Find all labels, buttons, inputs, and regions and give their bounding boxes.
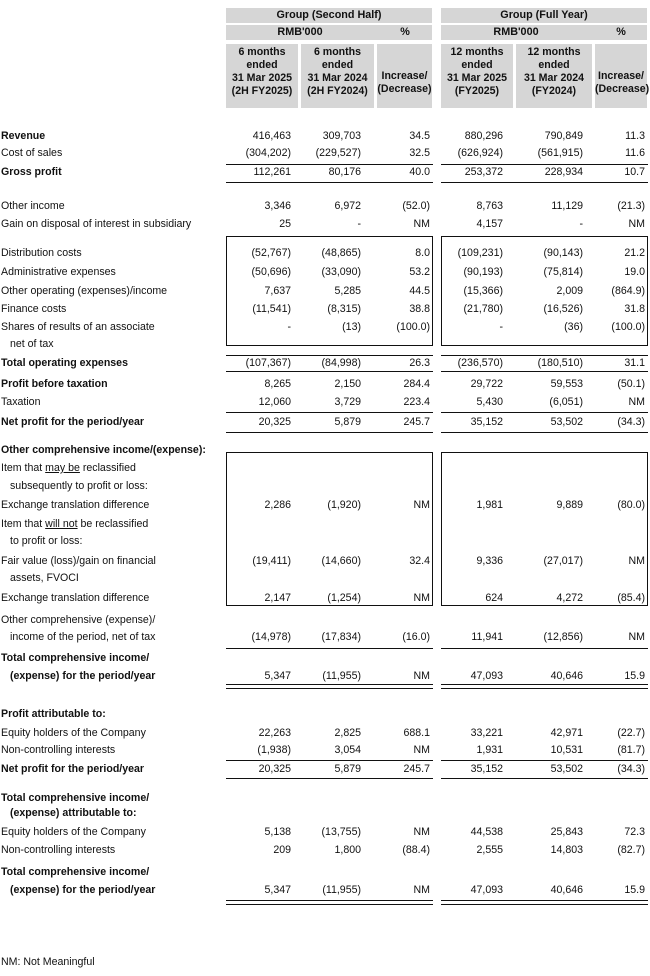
underlined-emphasis: may be [45,462,80,474]
row-value-col-6: 11.3 [625,130,645,142]
row-value-col-3: 34.5 [409,130,430,142]
row-label: Gain on disposal of interest in subsidiary [1,218,192,230]
row-label: Finance costs [1,303,67,315]
row-value-col-2: (84,998) [321,357,361,369]
single-rule [226,648,433,649]
row-value-col-5: (75,814) [543,266,583,278]
rmb-header-h2: RMB'000 [277,26,323,38]
row-value-col-6: (85.4) [617,592,645,604]
row-value-col-1: (50,696) [251,266,291,278]
row-value-col-5: - [579,218,583,230]
column-header-5-line-4: (FY2024) [531,85,577,97]
row-value-col-3: NM [413,884,430,896]
row-value-col-6: (80.0) [617,499,645,511]
row-value-col-4: 1,931 [476,744,503,756]
row-value-col-4: 880,296 [464,130,503,142]
row-value-col-3: NM [413,218,430,230]
row-label: Other comprehensive income/(expense): [1,444,206,456]
row-value-col-2: (14,660) [321,555,361,567]
row-value-col-6: NM [628,555,645,567]
row-value-col-6: (100.0) [611,321,645,333]
row-value-col-5: 40,646 [550,670,583,682]
row-value-col-3: NM [413,670,430,682]
column-header-2-line-4: (2H FY2024) [307,85,368,97]
row-value-col-6: (864.9) [611,285,645,297]
row-value-col-1: 5,138 [264,826,291,838]
row-value-col-5: (90,143) [543,247,583,259]
row-value-col-5: 53,502 [550,763,583,775]
row-value-col-4: 5,430 [476,396,503,408]
row-value-col-1: (14,978) [251,631,291,643]
row-value-col-5: 10,531 [550,744,583,756]
column-header-6-line-1: Increase/ [598,70,644,82]
single-rule [226,760,433,761]
row-value-col-2: 5,879 [334,763,361,775]
column-header-2-line-1: 6 months [313,46,362,58]
column-header-3-line-2: (Decrease) [377,83,432,95]
row-value-col-6: 15.9 [624,884,645,896]
row-value-col-5: 53,502 [550,416,583,428]
row-label: Cost of sales [1,147,63,159]
row-value-col-6: 31.1 [624,357,645,369]
row-value-col-5: 11,129 [551,200,583,212]
row-value-col-5: 4,272 [556,592,583,604]
row-value-col-5: 228,934 [544,166,583,178]
row-value-col-1: 20,325 [258,763,291,775]
row-value-col-4: 1,981 [476,499,503,511]
row-label: Total comprehensive income/ [1,652,150,664]
row-value-col-5: (6,051) [549,396,583,408]
column-header-1-line-2: ended [246,59,278,71]
row-value-col-2: 3,729 [334,396,361,408]
row-value-col-5: 25,843 [550,826,583,838]
underlined-emphasis: will not [45,518,78,530]
row-value-col-2: 1,800 [334,844,361,856]
row-value-col-5: (36) [564,321,583,333]
row-label: Exchange translation difference [1,592,150,604]
row-value-col-6: (82.7) [617,844,645,856]
single-rule [226,164,433,165]
row-value-col-4: (236,570) [457,357,503,369]
column-header-2-line-2: ended [321,59,354,71]
row-value-col-1: 3,346 [264,200,291,212]
row-value-col-3: 223.4 [403,396,430,408]
row-value-col-6: NM [628,631,645,643]
row-value-col-4: 35,152 [470,416,503,428]
row-value-col-5: 59,553 [550,378,583,390]
single-rule [441,182,648,183]
row-value-col-6: (21.3) [617,200,645,212]
row-value-col-3: 245.7 [403,763,430,775]
row-value-col-4: 35,152 [470,763,503,775]
row-label: Gross profit [1,166,62,178]
row-value-col-6: (50.1) [617,378,645,390]
oci-box-h2 [226,452,433,606]
row-value-col-4: (109,231) [457,247,503,259]
row-value-col-3: 245.7 [403,416,430,428]
row-label: subsequently to profit or loss: [10,480,148,492]
row-value-col-1: 209 [273,844,291,856]
row-value-col-3: NM [413,744,430,756]
single-rule [441,760,648,761]
single-rule [441,355,648,356]
row-value-col-1: (11,541) [252,303,291,315]
row-value-col-4: (21,780) [463,303,503,315]
double-rule [441,684,648,689]
row-value-col-1: 2,286 [264,499,291,511]
row-value-col-1: 112,261 [253,166,291,178]
row-value-col-5: (12,856) [543,631,583,643]
column-header-4-line-4: (FY2025) [454,85,500,97]
row-label: Other operating (expenses)/income [1,285,168,297]
row-label: Other income [1,200,65,212]
column-header-3-line-1: Increase/ [381,70,428,82]
row-value-col-2: (48,865) [321,247,361,259]
row-value-col-6: NM [628,218,645,230]
pct-header-fy: % [616,26,626,38]
group-full-year-header: Group (Full Year) [500,9,588,21]
row-label: (expense) attributable to: [10,807,137,819]
row-value-col-6: 21.2 [624,247,645,259]
row-value-col-2: 3,054 [334,744,361,756]
row-value-col-3: (52.0) [402,200,430,212]
row-value-col-2: 2,150 [334,378,361,390]
row-value-col-6: 31.8 [624,303,645,315]
row-label: net of tax [10,338,54,350]
row-value-col-4: (626,924) [457,147,503,159]
row-label: Fair value (loss)/gain on financial [1,555,156,567]
row-label: Net profit for the period/year [1,416,145,428]
row-value-col-3: 32.5 [409,147,430,159]
row-value-col-2: (8,315) [327,303,361,315]
row-value-col-4: 9,336 [476,555,503,567]
row-label: Other comprehensive (expense)/ [1,614,156,626]
row-value-col-2: (13) [342,321,361,333]
row-label: to profit or loss: [10,535,83,547]
single-rule [441,412,648,413]
row-value-col-3: NM [413,592,430,604]
row-value-col-4: 253,372 [464,166,503,178]
single-rule [441,371,648,372]
row-label: Non-controlling interests [1,744,116,756]
row-value-col-3: (16.0) [402,631,430,643]
row-value-col-1: (304,202) [245,147,291,159]
row-label: Profit attributable to: [1,708,106,720]
row-value-col-3: 44.5 [409,285,430,297]
row-label: (expense) for the period/year [10,670,156,682]
row-value-col-4: 2,555 [476,844,503,856]
row-value-col-6: NM [628,396,645,408]
column-header-2-line-3: 31 Mar 2024 [307,72,368,84]
row-label: assets, FVOCI [10,572,79,584]
row-label: Item that may be reclassified [1,462,136,474]
row-label: Equity holders of the Company [1,826,146,838]
row-value-col-2: (11,955) [322,670,361,682]
row-value-col-5: 2,009 [556,285,583,297]
column-header-6-line-2: (Decrease) [595,83,650,95]
row-label: Equity holders of the Company [1,727,146,739]
row-value-col-5: (561,915) [537,147,583,159]
row-value-col-1: 25 [279,218,291,230]
row-value-col-4: 11,941 [471,631,503,643]
column-header-1-line-3: 31 Mar 2025 [231,72,293,84]
row-value-col-1: 7,637 [264,285,291,297]
footnote: NM: Not Meaningful [1,956,95,968]
row-value-col-1: - [287,321,291,333]
row-value-col-3: 688.1 [403,727,430,739]
row-label: Profit before taxation [1,378,108,390]
double-rule [441,900,648,905]
row-value-col-1: 2,147 [264,592,291,604]
row-value-col-6: 15.9 [624,670,645,682]
row-value-col-3: NM [413,499,430,511]
row-value-col-5: (180,510) [537,357,583,369]
row-value-col-4: 4,157 [476,218,503,230]
row-value-col-2: 5,285 [334,285,361,297]
row-label: Exchange translation difference [1,499,150,511]
row-value-col-2: 309,703 [322,130,361,142]
column-header-4-line-2: ended [461,59,493,71]
single-rule [226,432,433,433]
row-value-col-1: (19,411) [252,555,291,567]
single-rule [441,164,648,165]
column-header-4-line-3: 31 Mar 2025 [446,72,508,84]
row-value-col-4: 47,093 [470,884,503,896]
row-value-col-2: (33,090) [321,266,361,278]
row-value-col-1: (52,767) [251,247,291,259]
row-label: Total comprehensive income/ [1,792,150,804]
row-value-col-3: 53.2 [409,266,430,278]
row-label: Item that will not be reclassified [1,518,149,530]
row-value-col-1: 5,347 [264,884,291,896]
single-rule [441,648,648,649]
row-value-col-2: 80,176 [328,166,361,178]
row-value-col-3: 40.0 [409,166,430,178]
single-rule [441,778,648,779]
row-value-col-4: 624 [485,592,503,604]
row-value-col-6: (22.7) [617,727,645,739]
row-value-col-3: NM [413,826,430,838]
row-value-col-3: 8.0 [415,247,430,259]
row-value-col-2: 5,879 [334,416,361,428]
row-value-col-1: 8,265 [264,378,291,390]
row-value-col-2: (11,955) [322,884,361,896]
row-label: Administrative expenses [1,266,116,278]
column-header-5-line-3: 31 Mar 2024 [523,72,585,84]
row-label: Total operating expenses [1,357,128,369]
row-label: Non-controlling interests [1,844,116,856]
row-value-col-1: 20,325 [258,416,291,428]
row-value-col-4: 29,722 [470,378,503,390]
row-value-col-4: - [499,321,503,333]
row-value-col-5: (27,017) [543,555,583,567]
row-label: Total comprehensive income/ [1,866,150,878]
group-second-half-header: Group (Second Half) [276,9,382,21]
oci-box-fy [441,452,648,606]
row-value-col-1: 416,463 [252,130,291,142]
row-label: Net profit for the period/year [1,763,145,775]
single-rule [226,371,433,372]
row-value-col-4: 33,221 [470,727,503,739]
row-value-col-3: (88.4) [402,844,430,856]
row-label: Distribution costs [1,247,82,259]
row-value-col-1: (107,367) [245,357,291,369]
row-value-col-2: 6,972 [334,200,361,212]
row-value-col-2: 2,825 [334,727,361,739]
row-value-col-1: 5,347 [264,670,291,682]
single-rule [226,778,433,779]
row-value-col-6: (34.3) [617,416,645,428]
row-value-col-5: 14,803 [550,844,583,856]
row-value-col-5: (16,526) [543,303,583,315]
row-value-col-3: (100.0) [396,321,430,333]
row-label: (expense) for the period/year [10,884,156,896]
row-value-col-3: 32.4 [409,555,430,567]
row-value-col-4: 8,763 [476,200,503,212]
double-rule [226,684,433,689]
row-value-col-6: 11.6 [625,147,645,159]
single-rule [226,355,433,356]
column-header-5-line-2: ended [538,59,570,71]
column-header-4-line-1: 12 months [450,46,504,58]
row-label: Shares of results of an associate [1,321,155,333]
row-value-col-2: (1,254) [327,592,361,604]
column-header-5-line-1: 12 months [527,46,581,58]
row-value-col-5: 790,849 [544,130,583,142]
row-value-col-2: (13,755) [321,826,361,838]
row-value-col-5: 40,646 [550,884,583,896]
row-value-col-6: 10.7 [624,166,645,178]
row-value-col-3: 284.4 [403,378,430,390]
single-rule [441,432,648,433]
row-value-col-6: (81.7) [617,744,645,756]
row-value-col-5: 9,889 [556,499,583,511]
row-value-col-3: 38.8 [409,303,430,315]
column-header-1-line-1: 6 months [238,46,286,58]
row-value-col-4: (15,366) [463,285,503,297]
row-value-col-2: (17,834) [321,631,361,643]
double-rule [226,900,433,905]
pct-header-h2: % [400,26,410,38]
row-value-col-1: 12,060 [258,396,291,408]
row-value-col-6: 19.0 [624,266,645,278]
row-value-col-4: 47,093 [470,670,503,682]
single-rule [226,412,433,413]
row-value-col-1: 22,263 [258,727,291,739]
row-value-col-6: 72.3 [624,826,645,838]
row-value-col-6: (34.3) [617,763,645,775]
column-header-1-line-4: (2H FY2025) [231,85,293,97]
row-label: Taxation [1,396,41,408]
rmb-header-fy: RMB'000 [493,26,539,38]
row-value-col-4: (90,193) [463,266,503,278]
row-label: Revenue [1,130,46,142]
row-value-col-3: 26.3 [409,357,430,369]
row-value-col-4: 44,538 [470,826,503,838]
single-rule [226,182,433,183]
row-value-col-2: - [357,218,361,230]
row-value-col-5: 42,971 [550,727,583,739]
row-value-col-2: (1,920) [327,499,361,511]
row-value-col-2: (229,527) [315,147,361,159]
row-label: income of the period, net of tax [10,631,156,643]
row-value-col-1: (1,938) [257,744,291,756]
